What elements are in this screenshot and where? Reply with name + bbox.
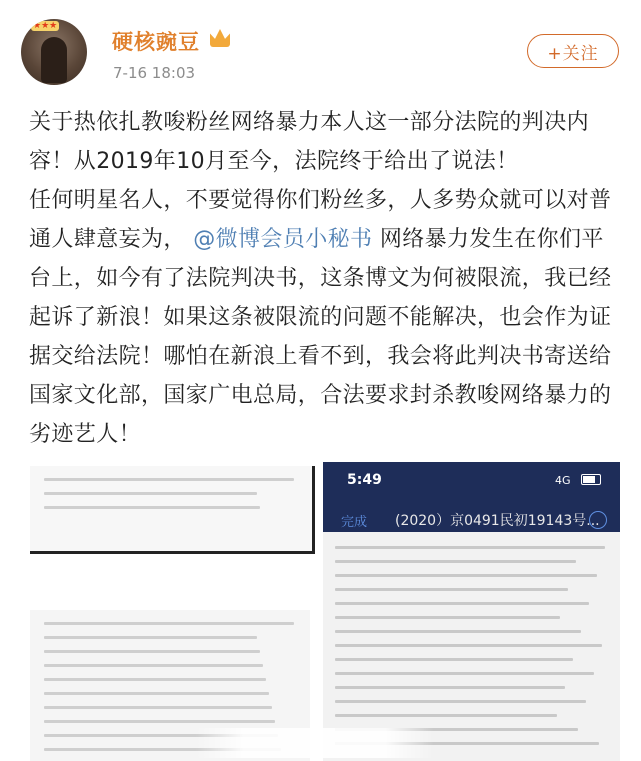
vip-crown-icon [210,29,230,47]
phone-document-line [335,560,576,563]
watermark-blur [196,728,434,758]
avatar-figure [41,37,67,83]
avatar-badge: ★★★ [33,21,58,31]
document-text-line [44,692,269,695]
phone-document-line [335,644,602,647]
post-text-part2: 任何明星名人，不要觉得你们粉丝多，人多势众就可以对普通人肆意妄为， [29,188,612,252]
document-text-line [44,622,294,625]
phone-url: (2020）京0491民初19143号... [395,513,600,529]
phone-document-line [335,574,597,577]
document-image-1-border-right [312,466,315,554]
phone-document-line [335,714,557,717]
phone-document-line [335,672,594,675]
phone-document-line [335,602,589,605]
post-text [29,103,619,454]
document-text-line [44,664,263,667]
username[interactable]: 硬核豌豆 [112,30,200,54]
document-text-line [44,650,260,653]
phone-document-line [335,616,560,619]
phone-document-line [335,700,586,703]
post-text-part1: 关于热依扎教唆粉丝网络暴力本人这一部分法院的判决内容！从2019年10月至今，法院终于给出了说法！ [29,110,590,174]
phone-top-bar [323,462,620,532]
phone-done-button: 完成 [341,515,368,530]
compass-icon [589,511,607,529]
document-image-1-border [30,551,314,554]
battery-icon [581,474,601,485]
document-text-line [44,706,272,709]
phone-document-line [335,546,605,549]
phone-document-line [335,588,568,591]
document-text-line [44,506,260,509]
document-text-line [44,678,266,681]
phone-screenshot-image[interactable] [323,462,620,761]
phone-time: 5:49 [347,472,382,488]
post-timestamp: 7-16 18:03 [113,64,196,82]
phone-document-line [335,658,573,661]
document-image-1[interactable] [30,466,312,554]
document-text-line [44,478,294,481]
phone-document-line [335,686,565,689]
network-indicator: 4G [555,474,571,487]
avatar[interactable] [21,19,87,85]
document-text-line [44,492,257,495]
phone-document-line [335,630,581,633]
document-text-line [44,720,275,723]
follow-button[interactable]: +关注 [527,34,619,68]
document-text-line [44,636,257,639]
post-text-part3: 网络暴力发生在你们平台上，如今有了法院判决书，这条博文为何被限流，我已经起诉了新浪！如果这条被限流的问题不能解决，也会作为证据交给法院！哪怕在新浪上看不到，我会将此判决书寄送给国家文化部，国家广电总局，合法要求封杀教唆网络暴力的劣迹艺人！ [29,227,612,447]
mention-link[interactable]: @微博会员小秘书 [193,227,373,252]
